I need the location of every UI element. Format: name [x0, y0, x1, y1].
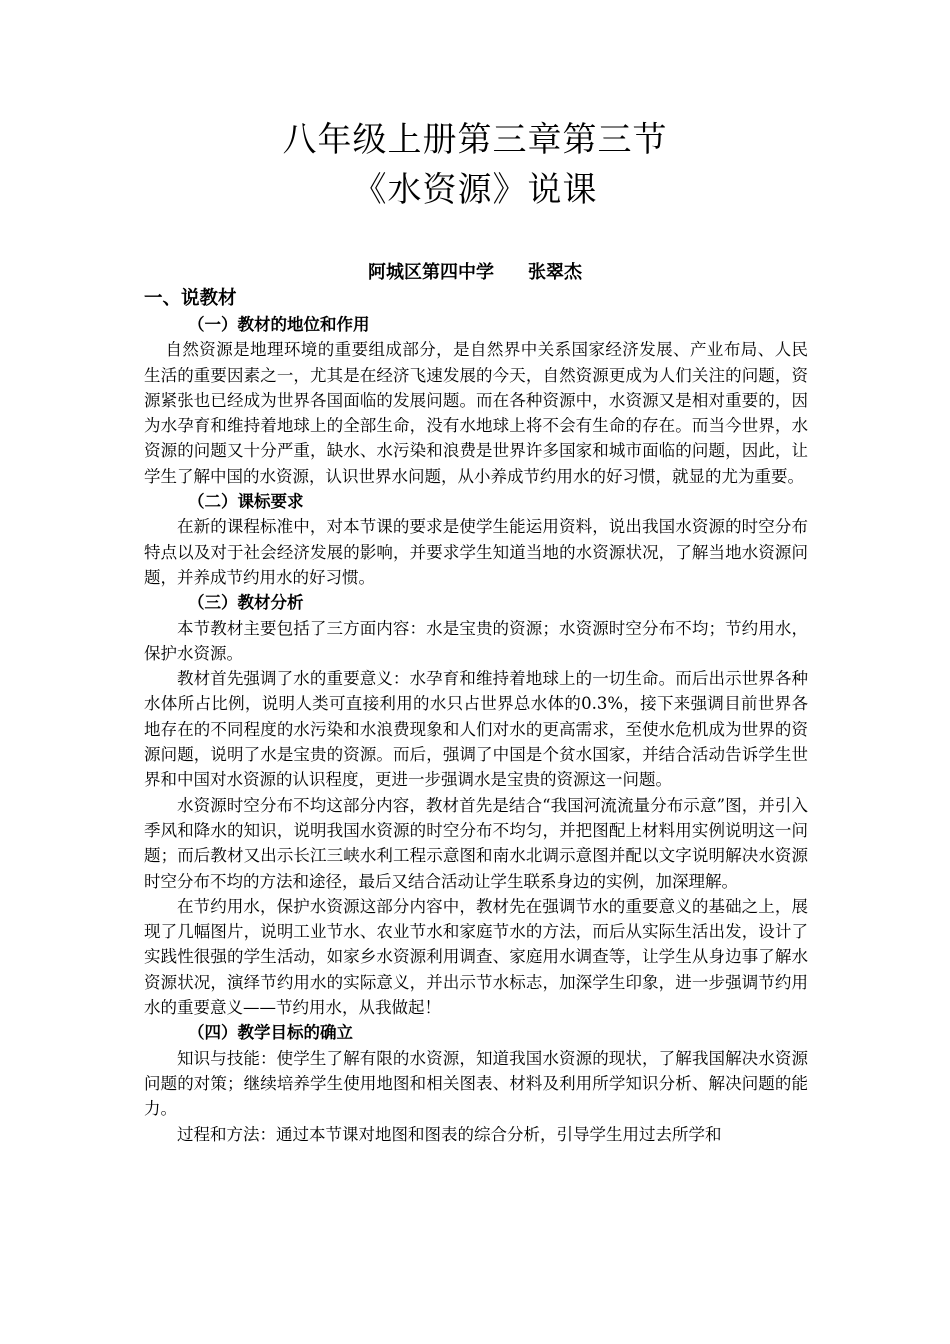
document-body [144, 286, 808, 1147]
section-heading: 一、说教材 [144, 288, 237, 309]
author-line [0, 258, 950, 284]
paragraph: 在节约用水，保护水资源这部分内容中，教材先在强调节水的重要意义的基础之上，展现了几幅图片，说明工业节水、农业节水和家庭节水的方法，而后从实际生活出发，设计了实践性很强的学生活动，如家乡水资源利用调查、家庭用水调查等，让学生从身边事了解水资源状况，演绎节约用水的实际意义，并出示节水标志，加深学生印象，进一步强调节约用水的重要意义——节约用水，从我做起！ [144, 896, 808, 1018]
paragraph: 知识与技能：使学生了解有限的水资源，知道我国水资源的现状，了解我国解决水资源问题的对策；继续培养学生使用地图和相关图表、材料及利用所学知识分析、解决问题的能力。 [144, 1048, 808, 1119]
document-title-line-2: 《水资源》说课 [352, 170, 598, 210]
document-title-line-1: 八年级上册第三章第三节 [282, 120, 668, 160]
subsection-heading: （一）教材的地位和作用 [188, 315, 370, 334]
subsection-heading: （二）课标要求 [188, 492, 304, 512]
paragraph: 本节教材主要包括了三方面内容：水是宝贵的资源；水资源时空分布不均；节约用水，保护水资源。 [144, 618, 808, 663]
paragraph: 水资源时空分布不均这部分内容，教材首先是结合“我国河流流量分布示意”图，并引入季风和降水的知识，说明我国水资源的时空分布不均匀，并把图配上材料用实例说明这一问题；而后教材又出示长江三峡水利工程示意图和南水北调示意图并配以文字说明解决水资源时空分布不均的方法和途径，最后又结合活动让学生联系身边的实例，加深理解。 [144, 795, 808, 891]
paragraph: 教材首先强调了水的重要意义：水孕育和维持着地球上的一切生命。而后出示世界各种水体所占比例，说明人类可直接利用的水只占世界总水体的0.3%，接下来强调目前世界各地存在的不同程度的水污染和水浪费现象和人们对水的更高需求，至使水危机成为世界的资源问题，说明了水是宝贵的资源。而后，强调了中国是个贫水国家，并结合活动告诉学生世界和中国对水资源的认识程度，更进一步强调水是宝贵的资源这一问题。 [144, 669, 808, 790]
school-name: 阿城区第四中学 [368, 262, 494, 283]
subsection-heading: （三）教材分析 [188, 593, 304, 613]
author-name: 张翠杰 [528, 262, 582, 283]
paragraph: 在新的课程标准中，对本节课的要求是使学生能运用资料，说出我国水资源的时空分布特点以及对于社会经济发展的影响，并要求学生知道当地的水资源状况，了解当地水资源问题，并养成节约用水的好习惯。 [144, 517, 808, 587]
paragraph: 自然资源是地理环境的重要组成部分，是自然界中关系国家经济发展、产业布局、人民生活的重要因素之一，尤其是在经济飞速发展的今天，自然资源更成为人们关注的问题，资源紧张也已经成为世界各国面临的发展问题。而在各种资源中，水资源又是相对重要的，因为水孕育和维持着地球上的全部生命，没有水地球上将不会有生命的存在。而当今世界，水资源的问题又十分严重，缺水、水污染和浪费是世界许多国家和城市面临的问题，因此，让学生了解中国的水资源，认识世界水问题，从小养成节约用水的好习惯，就显的尤为重要。 [144, 340, 808, 486]
subsection-heading: （四）教学目标的确立 [188, 1023, 353, 1043]
paragraph: 过程和方法：通过本节课对地图和图表的综合分析，引导学生用过去所学和 [177, 1124, 722, 1144]
